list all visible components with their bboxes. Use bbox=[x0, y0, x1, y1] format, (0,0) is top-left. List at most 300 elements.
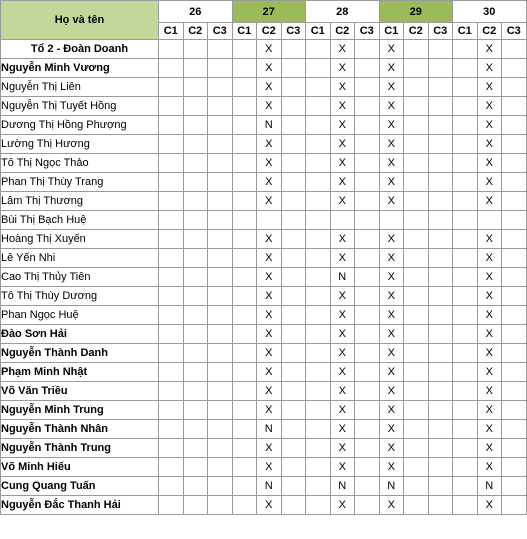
attendance-cell[interactable]: X bbox=[477, 496, 502, 515]
attendance-cell[interactable] bbox=[281, 458, 306, 477]
attendance-cell[interactable] bbox=[281, 78, 306, 97]
attendance-cell[interactable]: X bbox=[477, 78, 502, 97]
attendance-cell[interactable] bbox=[306, 40, 331, 59]
attendance-cell[interactable] bbox=[404, 382, 429, 401]
attendance-cell[interactable] bbox=[502, 192, 527, 211]
session-header[interactable]: C1 bbox=[379, 23, 404, 40]
attendance-cell[interactable] bbox=[428, 97, 453, 116]
attendance-cell[interactable] bbox=[306, 363, 331, 382]
attendance-cell[interactable] bbox=[453, 249, 478, 268]
attendance-cell[interactable]: X bbox=[379, 325, 404, 344]
attendance-cell[interactable] bbox=[183, 192, 208, 211]
session-header[interactable]: C3 bbox=[355, 23, 380, 40]
attendance-cell[interactable]: N bbox=[330, 268, 355, 287]
attendance-cell[interactable]: X bbox=[379, 420, 404, 439]
attendance-cell[interactable]: X bbox=[379, 344, 404, 363]
person-name-cell[interactable]: Bùi Thị Bạch Huệ bbox=[1, 211, 159, 230]
attendance-cell[interactable] bbox=[306, 401, 331, 420]
attendance-cell[interactable]: X bbox=[379, 135, 404, 154]
attendance-cell[interactable] bbox=[306, 496, 331, 515]
attendance-cell[interactable] bbox=[502, 173, 527, 192]
attendance-cell[interactable] bbox=[159, 477, 184, 496]
person-name-cell[interactable]: Phan Thị Thùy Trang bbox=[1, 173, 159, 192]
attendance-cell[interactable] bbox=[355, 306, 380, 325]
attendance-cell[interactable] bbox=[159, 173, 184, 192]
attendance-cell[interactable] bbox=[306, 59, 331, 78]
attendance-cell[interactable] bbox=[306, 325, 331, 344]
attendance-cell[interactable] bbox=[306, 344, 331, 363]
person-name-cell[interactable]: Phan Ngọc Huệ bbox=[1, 306, 159, 325]
attendance-cell[interactable] bbox=[428, 249, 453, 268]
attendance-cell[interactable] bbox=[281, 382, 306, 401]
attendance-cell[interactable] bbox=[453, 211, 478, 230]
attendance-cell[interactable] bbox=[208, 344, 233, 363]
attendance-cell[interactable] bbox=[183, 59, 208, 78]
attendance-cell[interactable] bbox=[208, 287, 233, 306]
attendance-cell[interactable] bbox=[281, 192, 306, 211]
attendance-cell[interactable] bbox=[208, 249, 233, 268]
attendance-cell[interactable] bbox=[404, 78, 429, 97]
attendance-cell[interactable] bbox=[159, 439, 184, 458]
attendance-cell[interactable] bbox=[502, 154, 527, 173]
attendance-cell[interactable] bbox=[208, 477, 233, 496]
attendance-cell[interactable] bbox=[404, 192, 429, 211]
attendance-cell[interactable]: X bbox=[379, 230, 404, 249]
attendance-cell[interactable]: X bbox=[257, 78, 282, 97]
attendance-cell[interactable] bbox=[428, 230, 453, 249]
attendance-cell[interactable] bbox=[502, 116, 527, 135]
attendance-cell[interactable] bbox=[232, 78, 257, 97]
attendance-cell[interactable] bbox=[257, 211, 282, 230]
attendance-cell[interactable] bbox=[404, 154, 429, 173]
attendance-cell[interactable] bbox=[404, 420, 429, 439]
attendance-cell[interactable]: X bbox=[257, 97, 282, 116]
attendance-cell[interactable] bbox=[183, 420, 208, 439]
attendance-cell[interactable]: X bbox=[330, 154, 355, 173]
attendance-cell[interactable]: X bbox=[477, 325, 502, 344]
person-name-cell[interactable]: Nguyễn Đắc Thanh Hải bbox=[1, 496, 159, 515]
attendance-cell[interactable] bbox=[428, 268, 453, 287]
attendance-cell[interactable] bbox=[404, 477, 429, 496]
attendance-cell[interactable] bbox=[208, 192, 233, 211]
person-name-cell[interactable]: Cao Thị Thủy Tiên bbox=[1, 268, 159, 287]
day-header-26[interactable]: 26 bbox=[159, 1, 233, 23]
attendance-cell[interactable] bbox=[183, 268, 208, 287]
attendance-cell[interactable] bbox=[306, 116, 331, 135]
attendance-cell[interactable] bbox=[183, 439, 208, 458]
attendance-cell[interactable] bbox=[159, 211, 184, 230]
attendance-cell[interactable] bbox=[183, 173, 208, 192]
attendance-cell[interactable] bbox=[453, 192, 478, 211]
attendance-cell[interactable] bbox=[355, 268, 380, 287]
attendance-cell[interactable]: X bbox=[330, 363, 355, 382]
attendance-cell[interactable]: X bbox=[379, 97, 404, 116]
attendance-cell[interactable] bbox=[355, 439, 380, 458]
attendance-cell[interactable] bbox=[453, 230, 478, 249]
attendance-cell[interactable]: X bbox=[379, 363, 404, 382]
attendance-cell[interactable] bbox=[281, 306, 306, 325]
attendance-cell[interactable] bbox=[453, 287, 478, 306]
attendance-cell[interactable] bbox=[306, 97, 331, 116]
attendance-cell[interactable] bbox=[232, 268, 257, 287]
person-name-cell[interactable]: Tô Thị Thùy Dương bbox=[1, 287, 159, 306]
attendance-cell[interactable] bbox=[208, 306, 233, 325]
attendance-cell[interactable] bbox=[502, 40, 527, 59]
attendance-cell[interactable] bbox=[159, 420, 184, 439]
person-name-cell[interactable]: Nguyễn Minh Trung bbox=[1, 401, 159, 420]
attendance-cell[interactable]: X bbox=[379, 401, 404, 420]
session-header[interactable]: C1 bbox=[159, 23, 184, 40]
attendance-cell[interactable]: X bbox=[330, 325, 355, 344]
attendance-cell[interactable] bbox=[355, 458, 380, 477]
attendance-cell[interactable] bbox=[355, 116, 380, 135]
attendance-cell[interactable] bbox=[502, 439, 527, 458]
attendance-cell[interactable] bbox=[183, 496, 208, 515]
attendance-cell[interactable] bbox=[404, 363, 429, 382]
attendance-cell[interactable]: X bbox=[257, 268, 282, 287]
attendance-cell[interactable] bbox=[404, 249, 429, 268]
attendance-cell[interactable]: X bbox=[330, 135, 355, 154]
attendance-cell[interactable] bbox=[355, 344, 380, 363]
attendance-cell[interactable] bbox=[232, 135, 257, 154]
attendance-cell[interactable]: X bbox=[379, 59, 404, 78]
attendance-cell[interactable] bbox=[183, 401, 208, 420]
attendance-cell[interactable] bbox=[453, 344, 478, 363]
attendance-cell[interactable] bbox=[428, 382, 453, 401]
attendance-cell[interactable] bbox=[232, 458, 257, 477]
attendance-cell[interactable]: X bbox=[379, 439, 404, 458]
attendance-cell[interactable]: N bbox=[257, 420, 282, 439]
attendance-cell[interactable] bbox=[183, 78, 208, 97]
attendance-cell[interactable] bbox=[428, 401, 453, 420]
attendance-cell[interactable] bbox=[183, 230, 208, 249]
attendance-cell[interactable]: X bbox=[257, 40, 282, 59]
attendance-cell[interactable]: X bbox=[379, 287, 404, 306]
attendance-cell[interactable]: X bbox=[379, 116, 404, 135]
attendance-cell[interactable] bbox=[355, 173, 380, 192]
day-header-28[interactable]: 28 bbox=[306, 1, 380, 23]
person-name-cell[interactable]: Dương Thị Hồng Phượng bbox=[1, 116, 159, 135]
attendance-cell[interactable]: X bbox=[257, 230, 282, 249]
attendance-cell[interactable]: X bbox=[257, 306, 282, 325]
attendance-cell[interactable] bbox=[159, 363, 184, 382]
person-name-cell[interactable]: Lê Yến Nhi bbox=[1, 249, 159, 268]
attendance-cell[interactable] bbox=[232, 192, 257, 211]
attendance-cell[interactable] bbox=[183, 249, 208, 268]
attendance-cell[interactable] bbox=[453, 382, 478, 401]
attendance-cell[interactable] bbox=[428, 496, 453, 515]
attendance-cell[interactable] bbox=[453, 59, 478, 78]
attendance-cell[interactable] bbox=[159, 116, 184, 135]
attendance-cell[interactable] bbox=[428, 325, 453, 344]
attendance-cell[interactable] bbox=[232, 306, 257, 325]
attendance-cell[interactable] bbox=[281, 401, 306, 420]
attendance-cell[interactable] bbox=[453, 363, 478, 382]
attendance-cell[interactable] bbox=[306, 192, 331, 211]
attendance-cell[interactable] bbox=[208, 78, 233, 97]
attendance-cell[interactable] bbox=[502, 458, 527, 477]
person-name-cell[interactable]: Nguyễn Thị Liên bbox=[1, 78, 159, 97]
attendance-cell[interactable] bbox=[428, 135, 453, 154]
attendance-cell[interactable]: X bbox=[477, 59, 502, 78]
group-name-cell[interactable]: Tổ 2 - Đoàn Doanh bbox=[1, 40, 159, 59]
attendance-cell[interactable]: X bbox=[257, 458, 282, 477]
session-header[interactable]: C3 bbox=[428, 23, 453, 40]
attendance-cell[interactable]: X bbox=[330, 40, 355, 59]
attendance-cell[interactable] bbox=[232, 439, 257, 458]
attendance-cell[interactable]: X bbox=[257, 382, 282, 401]
attendance-cell[interactable] bbox=[404, 59, 429, 78]
attendance-cell[interactable] bbox=[281, 154, 306, 173]
attendance-cell[interactable]: X bbox=[257, 439, 282, 458]
attendance-cell[interactable]: X bbox=[477, 97, 502, 116]
attendance-cell[interactable]: X bbox=[330, 458, 355, 477]
person-name-cell[interactable]: Võ Minh Hiếu bbox=[1, 458, 159, 477]
attendance-cell[interactable] bbox=[281, 249, 306, 268]
person-name-cell[interactable]: Nguyễn Thành Trung bbox=[1, 439, 159, 458]
attendance-cell[interactable] bbox=[159, 154, 184, 173]
attendance-cell[interactable] bbox=[404, 116, 429, 135]
attendance-cell[interactable] bbox=[183, 40, 208, 59]
attendance-cell[interactable] bbox=[281, 325, 306, 344]
attendance-cell[interactable] bbox=[306, 154, 331, 173]
attendance-cell[interactable] bbox=[159, 40, 184, 59]
attendance-cell[interactable] bbox=[355, 325, 380, 344]
attendance-cell[interactable] bbox=[502, 420, 527, 439]
attendance-cell[interactable]: X bbox=[257, 401, 282, 420]
person-name-cell[interactable]: Nguyễn Thành Nhân bbox=[1, 420, 159, 439]
session-header[interactable]: C1 bbox=[306, 23, 331, 40]
attendance-cell[interactable] bbox=[159, 382, 184, 401]
attendance-cell[interactable] bbox=[502, 477, 527, 496]
attendance-cell[interactable] bbox=[281, 287, 306, 306]
attendance-cell[interactable]: X bbox=[477, 401, 502, 420]
attendance-cell[interactable] bbox=[183, 382, 208, 401]
attendance-cell[interactable]: X bbox=[330, 306, 355, 325]
attendance-cell[interactable] bbox=[306, 211, 331, 230]
attendance-cell[interactable] bbox=[404, 458, 429, 477]
attendance-cell[interactable]: X bbox=[477, 382, 502, 401]
attendance-cell[interactable]: X bbox=[330, 116, 355, 135]
attendance-cell[interactable] bbox=[208, 439, 233, 458]
person-name-cell[interactable]: Lâm Thị Thương bbox=[1, 192, 159, 211]
attendance-cell[interactable] bbox=[355, 287, 380, 306]
attendance-cell[interactable] bbox=[183, 344, 208, 363]
attendance-cell[interactable] bbox=[502, 78, 527, 97]
attendance-cell[interactable]: X bbox=[477, 439, 502, 458]
attendance-cell[interactable] bbox=[232, 40, 257, 59]
attendance-cell[interactable] bbox=[379, 211, 404, 230]
attendance-cell[interactable]: X bbox=[330, 78, 355, 97]
person-name-cell[interactable]: Lường Thị Hương bbox=[1, 135, 159, 154]
attendance-cell[interactable] bbox=[208, 496, 233, 515]
attendance-cell[interactable]: X bbox=[330, 420, 355, 439]
attendance-cell[interactable] bbox=[404, 439, 429, 458]
attendance-cell[interactable] bbox=[502, 306, 527, 325]
attendance-cell[interactable] bbox=[453, 268, 478, 287]
attendance-cell[interactable] bbox=[159, 401, 184, 420]
attendance-cell[interactable]: X bbox=[379, 173, 404, 192]
attendance-cell[interactable] bbox=[281, 173, 306, 192]
attendance-cell[interactable] bbox=[159, 135, 184, 154]
attendance-cell[interactable] bbox=[453, 154, 478, 173]
attendance-cell[interactable]: N bbox=[257, 116, 282, 135]
attendance-cell[interactable] bbox=[330, 211, 355, 230]
attendance-cell[interactable] bbox=[159, 287, 184, 306]
attendance-cell[interactable] bbox=[232, 477, 257, 496]
attendance-cell[interactable]: N bbox=[257, 477, 282, 496]
attendance-cell[interactable] bbox=[208, 458, 233, 477]
attendance-cell[interactable]: X bbox=[257, 249, 282, 268]
attendance-cell[interactable] bbox=[281, 40, 306, 59]
attendance-cell[interactable] bbox=[159, 230, 184, 249]
attendance-cell[interactable] bbox=[428, 211, 453, 230]
person-name-cell[interactable]: Đào Sơn Hải bbox=[1, 325, 159, 344]
attendance-cell[interactable]: N bbox=[330, 477, 355, 496]
attendance-cell[interactable]: X bbox=[379, 306, 404, 325]
attendance-cell[interactable] bbox=[183, 116, 208, 135]
attendance-cell[interactable] bbox=[428, 344, 453, 363]
attendance-cell[interactable]: X bbox=[330, 496, 355, 515]
attendance-cell[interactable] bbox=[281, 439, 306, 458]
attendance-cell[interactable] bbox=[208, 420, 233, 439]
attendance-cell[interactable] bbox=[232, 249, 257, 268]
attendance-cell[interactable] bbox=[208, 230, 233, 249]
attendance-cell[interactable] bbox=[477, 211, 502, 230]
attendance-cell[interactable]: X bbox=[257, 154, 282, 173]
attendance-cell[interactable] bbox=[355, 78, 380, 97]
attendance-cell[interactable] bbox=[453, 97, 478, 116]
attendance-cell[interactable]: X bbox=[477, 154, 502, 173]
attendance-cell[interactable]: X bbox=[330, 230, 355, 249]
attendance-cell[interactable] bbox=[502, 325, 527, 344]
attendance-cell[interactable] bbox=[183, 477, 208, 496]
attendance-cell[interactable] bbox=[404, 496, 429, 515]
attendance-cell[interactable] bbox=[281, 420, 306, 439]
attendance-cell[interactable] bbox=[208, 173, 233, 192]
name-column-header[interactable]: Họ và tên bbox=[1, 1, 159, 40]
attendance-cell[interactable] bbox=[281, 211, 306, 230]
attendance-cell[interactable] bbox=[453, 78, 478, 97]
attendance-cell[interactable]: X bbox=[477, 287, 502, 306]
attendance-cell[interactable] bbox=[453, 325, 478, 344]
attendance-cell[interactable] bbox=[355, 363, 380, 382]
attendance-cell[interactable] bbox=[355, 40, 380, 59]
attendance-cell[interactable] bbox=[502, 363, 527, 382]
attendance-cell[interactable] bbox=[281, 59, 306, 78]
attendance-cell[interactable] bbox=[502, 496, 527, 515]
attendance-cell[interactable] bbox=[232, 287, 257, 306]
attendance-cell[interactable]: X bbox=[257, 363, 282, 382]
attendance-cell[interactable] bbox=[306, 78, 331, 97]
attendance-cell[interactable]: X bbox=[330, 401, 355, 420]
attendance-cell[interactable]: X bbox=[477, 173, 502, 192]
attendance-cell[interactable] bbox=[232, 230, 257, 249]
session-header[interactable]: C3 bbox=[281, 23, 306, 40]
attendance-cell[interactable] bbox=[404, 306, 429, 325]
attendance-cell[interactable]: X bbox=[330, 97, 355, 116]
attendance-cell[interactable]: X bbox=[477, 344, 502, 363]
attendance-cell[interactable] bbox=[453, 135, 478, 154]
attendance-cell[interactable] bbox=[183, 363, 208, 382]
attendance-cell[interactable] bbox=[306, 458, 331, 477]
attendance-cell[interactable] bbox=[453, 173, 478, 192]
attendance-cell[interactable] bbox=[502, 97, 527, 116]
attendance-cell[interactable] bbox=[281, 477, 306, 496]
session-header[interactable]: C3 bbox=[502, 23, 527, 40]
attendance-cell[interactable]: X bbox=[379, 458, 404, 477]
attendance-cell[interactable]: N bbox=[379, 477, 404, 496]
attendance-cell[interactable]: X bbox=[477, 116, 502, 135]
session-header[interactable]: C2 bbox=[477, 23, 502, 40]
attendance-cell[interactable] bbox=[208, 211, 233, 230]
person-name-cell[interactable]: Nguyễn Minh Vương bbox=[1, 59, 159, 78]
attendance-cell[interactable]: X bbox=[477, 192, 502, 211]
attendance-cell[interactable]: X bbox=[477, 458, 502, 477]
attendance-cell[interactable]: X bbox=[330, 287, 355, 306]
session-header[interactable]: C2 bbox=[330, 23, 355, 40]
attendance-cell[interactable] bbox=[502, 401, 527, 420]
attendance-cell[interactable] bbox=[355, 420, 380, 439]
attendance-cell[interactable] bbox=[306, 249, 331, 268]
attendance-cell[interactable]: X bbox=[379, 78, 404, 97]
attendance-cell[interactable]: N bbox=[477, 477, 502, 496]
attendance-cell[interactable] bbox=[208, 59, 233, 78]
attendance-cell[interactable] bbox=[232, 382, 257, 401]
attendance-cell[interactable] bbox=[428, 477, 453, 496]
attendance-cell[interactable]: X bbox=[477, 363, 502, 382]
attendance-cell[interactable] bbox=[502, 135, 527, 154]
attendance-cell[interactable] bbox=[453, 116, 478, 135]
attendance-cell[interactable] bbox=[232, 401, 257, 420]
attendance-cell[interactable] bbox=[404, 230, 429, 249]
session-header[interactable]: C1 bbox=[232, 23, 257, 40]
day-header-29[interactable]: 29 bbox=[379, 1, 453, 23]
attendance-cell[interactable]: X bbox=[379, 192, 404, 211]
attendance-cell[interactable] bbox=[453, 496, 478, 515]
attendance-cell[interactable] bbox=[404, 173, 429, 192]
attendance-cell[interactable] bbox=[355, 211, 380, 230]
person-name-cell[interactable]: Tô Thị Ngọc Thảo bbox=[1, 154, 159, 173]
attendance-cell[interactable] bbox=[183, 306, 208, 325]
attendance-cell[interactable]: X bbox=[330, 439, 355, 458]
attendance-cell[interactable] bbox=[428, 420, 453, 439]
person-name-cell[interactable]: Hoàng Thị Xuyến bbox=[1, 230, 159, 249]
attendance-cell[interactable]: X bbox=[257, 325, 282, 344]
attendance-cell[interactable] bbox=[355, 496, 380, 515]
attendance-cell[interactable] bbox=[502, 211, 527, 230]
attendance-cell[interactable] bbox=[159, 325, 184, 344]
attendance-cell[interactable] bbox=[306, 268, 331, 287]
attendance-cell[interactable] bbox=[281, 363, 306, 382]
attendance-cell[interactable] bbox=[306, 306, 331, 325]
attendance-cell[interactable] bbox=[159, 458, 184, 477]
attendance-cell[interactable] bbox=[428, 173, 453, 192]
attendance-cell[interactable] bbox=[428, 458, 453, 477]
attendance-cell[interactable] bbox=[502, 230, 527, 249]
attendance-cell[interactable] bbox=[232, 325, 257, 344]
attendance-cell[interactable] bbox=[428, 306, 453, 325]
attendance-cell[interactable] bbox=[159, 97, 184, 116]
attendance-cell[interactable] bbox=[281, 268, 306, 287]
attendance-cell[interactable] bbox=[208, 401, 233, 420]
attendance-cell[interactable] bbox=[428, 40, 453, 59]
attendance-cell[interactable]: X bbox=[330, 344, 355, 363]
attendance-cell[interactable] bbox=[453, 401, 478, 420]
attendance-cell[interactable] bbox=[208, 97, 233, 116]
person-name-cell[interactable]: Nguyễn Thị Tuyết Hồng bbox=[1, 97, 159, 116]
person-name-cell[interactable]: Phạm Minh Nhật bbox=[1, 363, 159, 382]
